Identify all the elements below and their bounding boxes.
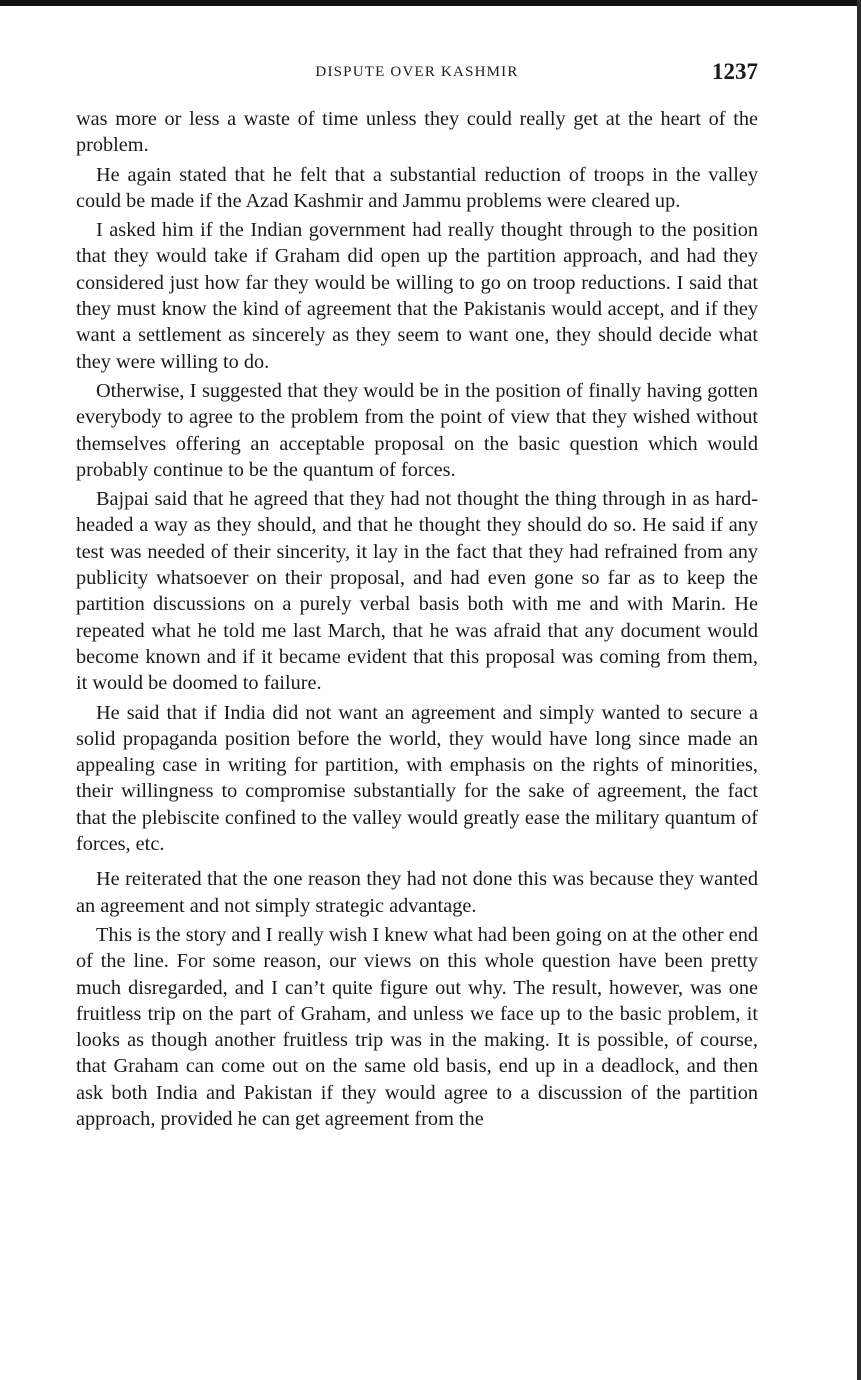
paragraph-4: Otherwise, I suggested that they would be in the position of finally having gotten everybody to agree to the problem from the point of view that they wished without themselves offering an acceptable proposal on the basic question which would probably continue to be the quantum of forces. — [76, 379, 758, 481]
body-text — [76, 106, 758, 1135]
paragraph-5: Bajpai said that he agreed that they had not thought the thing through in as hard-headed a way as they should, and that he thought they should do so. He said if any test was needed of their sincerity, it lay in the fact that they had refrained from any publicity whatsoever on their proposal, and had even gone so far as to keep the partition discussions on a purely verbal basis both with me and with Marin. He repeated what he told me last March, that he was afraid that any document would become known and if it became evident that this proposal was coming from them, it would be doomed to failure. — [76, 488, 758, 695]
paragraph-8: This is the story and I really wish I knew what had been going on at the other end of the line. For some reason, our views on this whole question have been pretty much disregarded, and I can’t quite figure out why. The result, however, was one fruitless trip on the part of Graham, and unless we face up to the basic problem, it looks as though another fruitless trip was in the making. It is possible, of course, that Graham can come out on the same old basis, end up in a deadlock, and then ask both India and Pakistan if they would agree to a discussion of the partition approach, provided he can get agreement from the — [76, 923, 758, 1130]
right-page-edge — [857, 0, 861, 1380]
running-title: DISPUTE OVER KASHMIR — [315, 64, 519, 80]
top-border-rule — [0, 0, 861, 6]
paragraph-6: He said that if India did not want an agreement and simply wanted to secure a solid propaganda position before the world, they would have long since made an appealing case in writing for partition, with emphasis on the rights of minorities, their willingness to compromise substantially for the sake of agreement, the fact that the plebiscite confined to the valley would greatly ease the military quantum of forces, etc. — [76, 701, 758, 856]
paragraph-7: He reiterated that the one reason they had not done this was because they wanted an agreement and not simply strategic advantage. — [76, 868, 758, 917]
paragraph-3: I asked him if the Indian government had really thought through to the position that they would take if Graham did open up the partition approach, and had they considered just how far they would be willing to go on troop reductions. I said that they must know the kind of agreement that the Pakistanis would accept, and if they want a settlement as sincerely as they seem to want one, they should decide what they were willing to do. — [76, 219, 758, 373]
page-number: 1237 — [712, 59, 758, 84]
paragraph-2: He again stated that he felt that a substantial reduction of troops in the valley could be made if the Azad Kashmir and Jammu problems were cleared up. — [76, 163, 758, 212]
running-header — [76, 59, 758, 92]
paragraph-1: was more or less a waste of time unless they could really get at the heart of the problem. — [76, 108, 758, 157]
